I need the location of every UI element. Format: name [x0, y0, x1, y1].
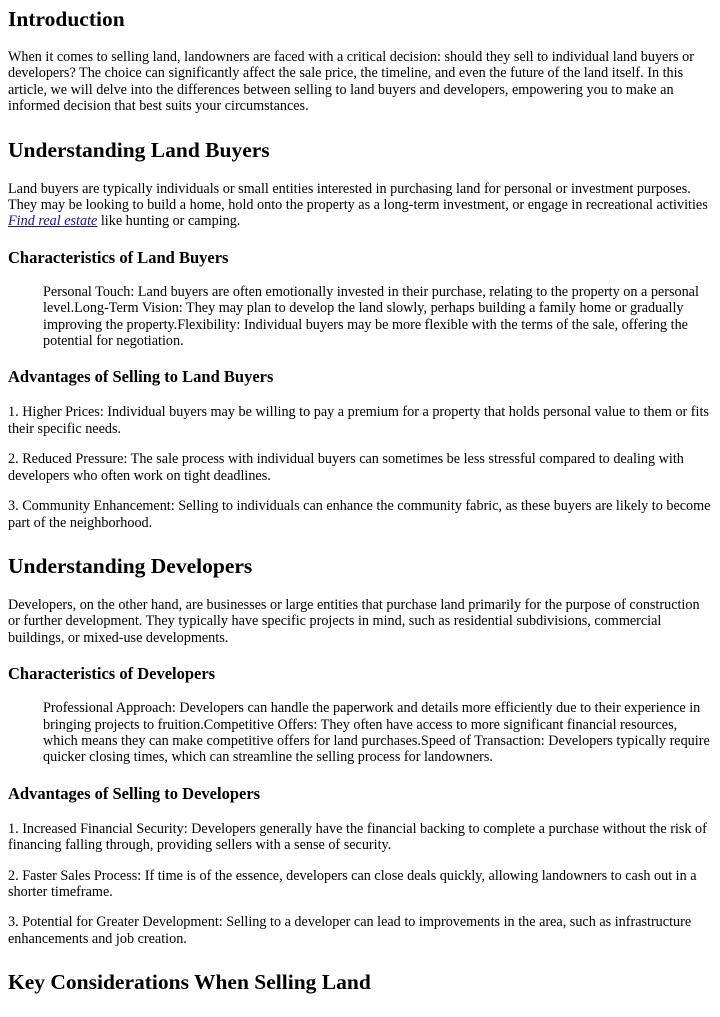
- heading-introduction: Introduction: [8, 7, 125, 31]
- land-buyers-advantage-item: 3. Community Enhancement: Selling to individuals can enhance the community fabric, as these buyers are likely to become part of the neighborhood.: [8, 498, 711, 531]
- intro-paragraph: When it comes to selling land, landowners are faced with a critical decision: should they sell to individual land buyers or developers? The choice can significantly affect the sale price, the timeline, and even the future of the land itself. In this article, we will delve into the differences between selling to land buyers and developers, empowering you to make an informed decision that best suits your circumstances.: [8, 49, 694, 115]
- land-buyers-advantage-item: 2. Reduced Pressure: The sale process with individual buyers can sometimes be less stressful compared to dealing with developers who often work on tight deadlines.: [8, 451, 684, 484]
- land-buyers-paragraph: [8, 181, 712, 230]
- heading-advantages-developers: Advantages of Selling to Developers: [8, 783, 261, 803]
- heading-characteristics-developers: Characteristics of Developers: [8, 664, 216, 684]
- heading-key-considerations: Key Considerations When Selling Land: [8, 970, 371, 995]
- land-buyers-advantage-item: 1. Higher Prices: Individual buyers may be willing to pay a premium for a property that holds personal value to them or fits their specific needs.: [8, 404, 709, 437]
- developers-advantage-item: 1. Increased Financial Security: Developers generally have the financial backing to complete a purchase without the risk of financing falling through, providing sellers with a sense of security.: [8, 820, 707, 854]
- heading-characteristics-land-buyers: Characteristics of Land Buyers: [8, 247, 229, 267]
- developers-advantage-item: 3. Potential for Greater Development: Selling to a developer can lead to improvements in the area, such as infrastructure enhancements and job creation.: [8, 914, 692, 947]
- developers-advantage-item: 2. Faster Sales Process: If time is of the essence, developers can close deals quickly, allowing landowners to cash out in a shorter timeframe.: [8, 867, 697, 900]
- developers-paragraph: Developers, on the other hand, are businesses or large entities that purchase land primarily for the purpose of construction or further development. They typically have specific projects in mind, such as residential subdivisions, commercial buildings, or mixed-use developments.: [8, 596, 700, 646]
- heading-understanding-developers: Understanding Developers: [8, 553, 253, 578]
- land-buyers-text-start: Land buyers are typically individuals or small entities interested in purchasing land for personal or investment purposes. They may be looking to build a home, hold onto the property as a long-term investment, or engage in recreational activities: [8, 180, 708, 214]
- land-buyers-text-end: like hunting or camping.: [97, 213, 241, 230]
- find-real-estate-link[interactable]: Find real estate: [8, 213, 98, 230]
- developers-characteristics-quote: Professional Approach: Developers can handle the paperwork and details more efficiently due to their experience in bringing projects to fruition.Competitive Offers: They often have access to more significant financial resources, which means they can make competitive offers for land purchases.Speed of Transaction: Developers typically require quicker closing times, which can streamline the selling process for landowners.: [43, 700, 710, 766]
- heading-understanding-land-buyers: Understanding Land Buyers: [8, 137, 270, 162]
- heading-advantages-land-buyers: Advantages of Selling to Land Buyers: [8, 367, 274, 387]
- land-buyers-characteristics-quote: Personal Touch: Land buyers are often emotionally invested in their purchase, relating to the property on a personal level.Long-Term Vision: They may plan to develop the land slowly, perhaps building a family home or gradually improving the property.Flexibility: Individual buyers may be more flexible with the terms of the sale, offering the potential for negotiation.: [43, 283, 699, 350]
